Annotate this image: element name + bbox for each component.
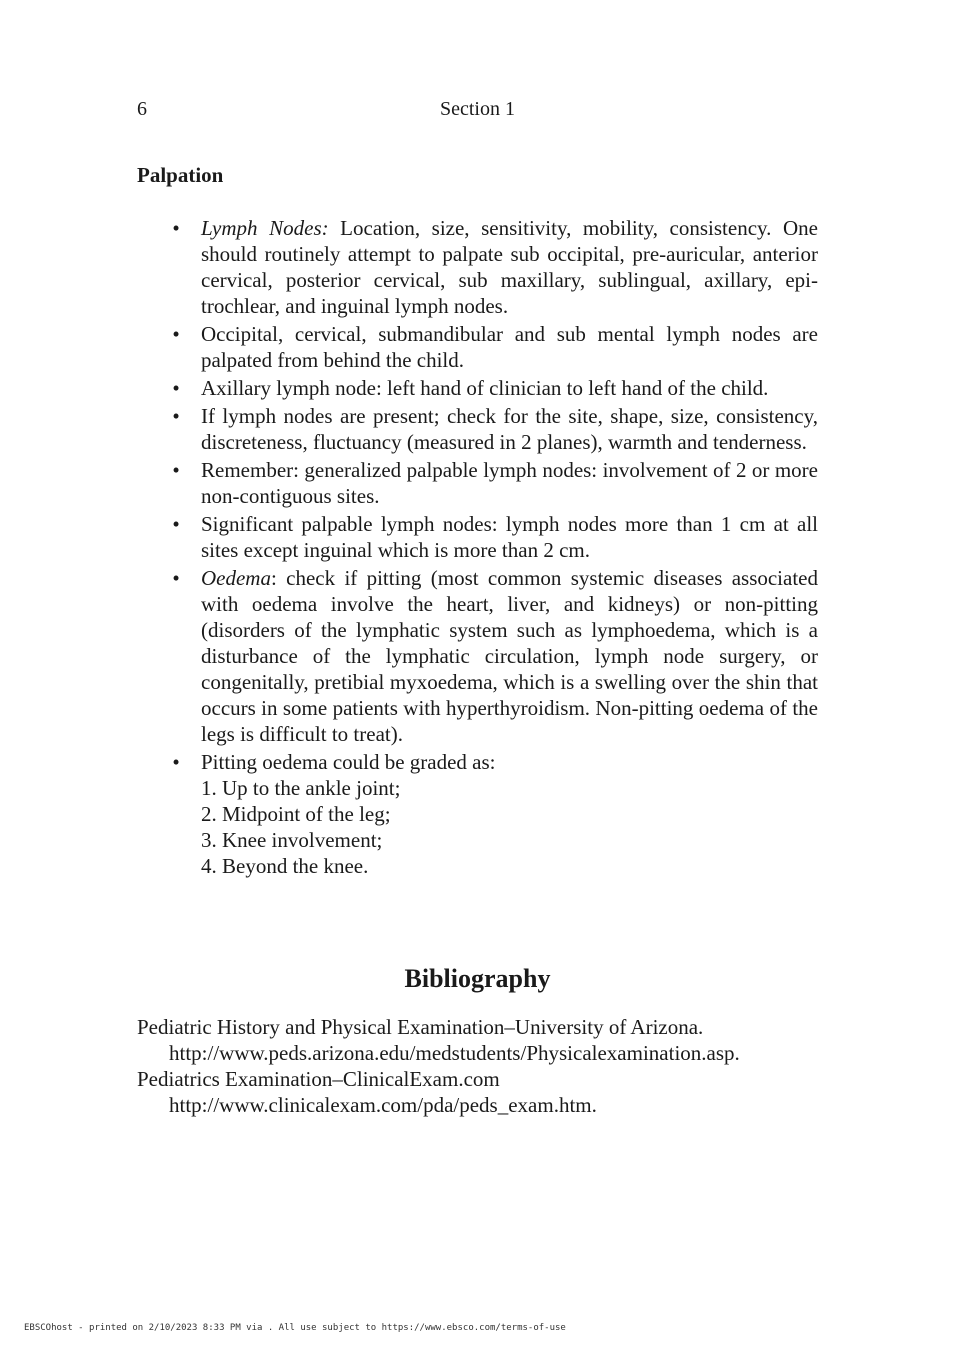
grade-item: 2. Midpoint of the leg; [201,802,391,826]
palpation-bullet-list [172,215,818,881]
bibliography-entry [137,1014,837,1066]
bullet-icon: • [172,322,180,346]
bibliography-heading: Bibliography [404,964,551,993]
grade-item: 4. Beyond the knee. [201,854,369,878]
bullet-icon: • [172,216,180,240]
running-head: Section 1 [440,98,515,120]
bullet-item-pitting-grades [172,749,818,879]
bullet-text: Significant palpable lymph nodes: lymph nodes more than 1 cm at all sites except inguinal which is more than 2 cm. [201,512,818,562]
bibliography-entry-url: http://www.clinicalexam.com/pda/peds_exam.htm. [169,1093,597,1117]
bullet-icon: • [172,458,180,482]
bullet-text: Occipital, cervical, submandibular and sub mental lymph nodes are palpated from behind the child. [201,322,818,372]
bullet-text: Remember: generalized palpable lymph nodes: involvement of 2 or more non-contiguous sites. [201,458,818,508]
bibliography-list [137,1014,837,1118]
bullet-icon: • [172,750,180,774]
bullet-item-axillary [172,375,818,401]
bullet-icon: • [172,566,180,590]
bullet-item-oedema [172,565,818,747]
print-footer: EBSCOhost - printed on 2/10/2023 8:33 PM via . All use subject to https://www.ebsco.com/terms-of-use [24,1323,566,1333]
bullet-icon: • [172,404,180,428]
bullet-text: If lymph nodes are present; check for the site, shape, size, consistency, discreteness, fluctuancy (measured in 2 planes), warmth and tenderness. [201,404,818,454]
bullet-text: Axillary lymph node: left hand of clinician to left hand of the child. [201,376,769,400]
bullet-icon: • [172,376,180,400]
grade-item: 3. Knee involvement; [201,828,383,852]
bullet-item-if-present [172,403,818,455]
bibliography-entry-url: http://www.peds.arizona.edu/medstudents/Physicalexamination.asp. [169,1041,740,1065]
bullet-item-significant [172,511,818,563]
bullet-lead-italic: Oedema [201,566,271,590]
bullet-text: Location, size, sensitivity, mobility, consistency. One should routinely attempt to palpate sub occipital, pre-auricular, anterior cervical, posterior cervical, sub maxillary, sublingual, axillary, epi-trochlear, and inguinal lymph nodes. [201,216,818,318]
bullet-item-generalized [172,457,818,509]
bibliography-entry [137,1066,837,1118]
bullet-text: Pitting oedema could be graded as: [201,750,496,774]
page-number: 6 [137,98,147,120]
bullet-lead-italic: Lymph Nodes: [201,216,329,240]
bullet-icon: • [172,512,180,536]
bibliography-entry-title: Pediatrics Examination–ClinicalExam.com [137,1067,500,1091]
bullet-item-occipital [172,321,818,373]
grade-item: 1. Up to the ankle joint; [201,776,401,800]
bibliography-entry-title: Pediatric History and Physical Examination–University of Arizona. [137,1015,704,1039]
bullet-item-lymph-nodes [172,215,818,319]
grade-list [201,775,818,879]
section-heading: Palpation [137,163,224,187]
bullet-text: : check if pitting (most common systemic diseases associated with oedema involve the heart, liver, and kidneys) or non-pitting (disorders of the lymphatic system such as lymphoedema, which is a disturbance of the lymphatic circulation, lymph node surgery, or congenitally, pretibial myxoedema, which is a swelling over the shin that occurs in some patients with hyperthyroidism. Non-pitting oedema of the legs is difficult to treat). [201,566,818,746]
